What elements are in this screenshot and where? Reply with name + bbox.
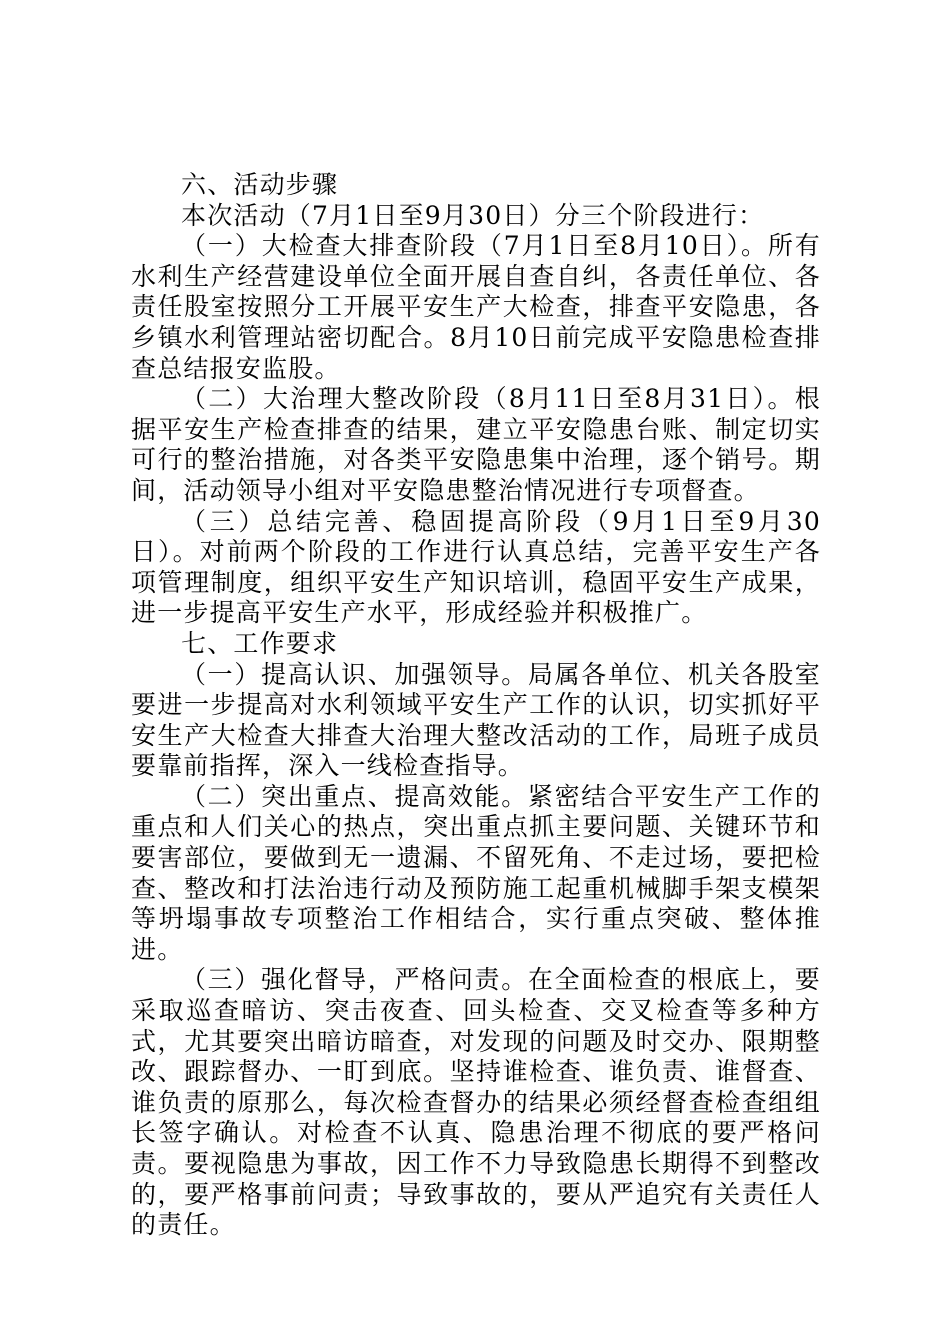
- section-heading-steps: 六、活动步骤: [181, 170, 339, 199]
- paragraph: （一）大检查大排查阶段（7月1日至8月10日）。所有水利生产经营建设单位全面开展自查自纠，各责任单位、各责任股室按照分工开展平安生产大检查，排查平安隐患，各乡镇水利管理站密切配合。8月10日前完成平安隐患检查排查总结报安监股。: [131, 231, 821, 383]
- paragraph: （三）强化督导，严格问责。在全面检查的根底上，要采取巡查暗访、突击夜查、回头检查、交叉检查等多种方式，尤其要突出暗访暗查，对发现的问题及时交办、限期整改、跟踪督办、一盯到底。坚持谁检查、谁负责、谁督查、谁负责的原那么，每次检查督办的结果必须经督查检查组组长签字确认。对检查不认真、隐患治理不彻底的要严格问责。要视隐患为事故，因工作不力导致隐患长期得不到整改的，要严格事前问责；导致事故的，要从严追究有关责任人的责任。: [131, 965, 821, 1240]
- document-body: [131, 170, 821, 1241]
- section-heading-requirements: 七、工作要求: [181, 628, 339, 658]
- paragraph: （二）突出重点、提高效能。紧密结合平安生产工作的重点和人们关心的热点，突出重点抓主要问题、关键环节和要害部位，要做到无一遗漏、不留死角、不走过场，要把检查、整改和打法治违行动及预防施工起重机械脚手架支模架等坍塌事故专项整治工作相结合，实行重点突破、整体推进。: [131, 781, 821, 964]
- paragraph: （三）总结完善、稳固提高阶段（9月1日至9月30日）。对前两个阶段的工作进行认真总结，完善平安生产各项管理制度，组织平安生产知识培训，稳固平安生产成果，进一步提高平安生产水平，形成经验并积极推广。: [131, 506, 821, 628]
- paragraph: 本次活动（7月1日至9月30日）分三个阶段进行：: [181, 200, 765, 230]
- paragraph: （一）提高认识、加强领导。局属各单位、机关各股室要进一步提高对水利领域平安生产工作的认识，切实抓好平安生产大检查大排查大治理大整改活动的工作，局班子成员要靠前指挥，深入一线检查指导。: [131, 659, 821, 781]
- paragraph: （二）大治理大整改阶段（8月11日至8月31日）。根据平安生产检查排查的结果，建立平安隐患台账、制定切实可行的整治措施，对各类平安隐患集中治理，逐个销号。期间，活动领导小组对平安隐患整治情况进行专项督查。: [131, 384, 821, 505]
